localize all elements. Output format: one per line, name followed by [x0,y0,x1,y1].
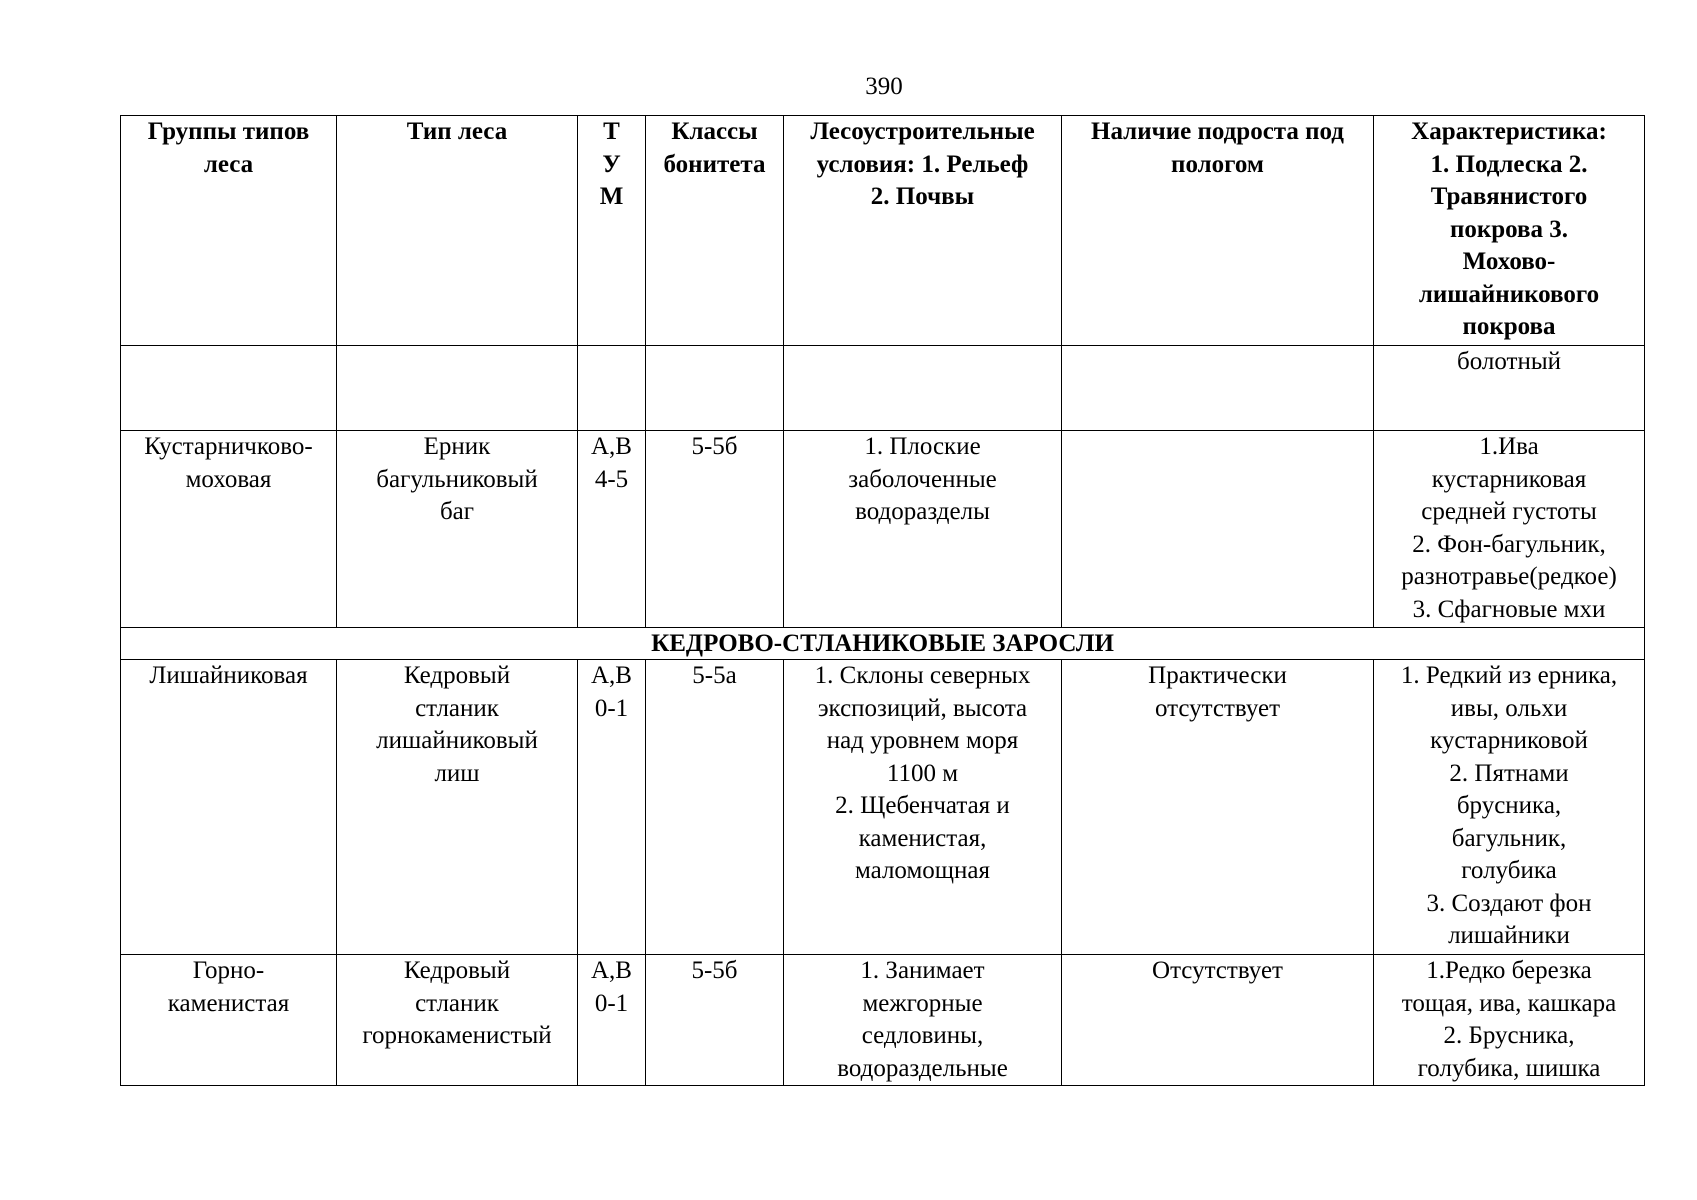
header-tum: Т У М [578,116,646,346]
table-row [121,431,1645,628]
header-conditions: Лесоустроительные условия: 1. Рельеф 2. Почвы [784,116,1062,346]
cell-undergrowth: Отсутствует [1062,955,1374,1086]
cell-characteristic: 1.Редко березка тощая, ива, кашкара 2. Брусника, голубика, шишка [1374,955,1645,1086]
cell-tum: А,В 0-1 [578,955,646,1086]
cell-group [121,346,337,431]
cell-undergrowth: Практически отсутствует [1062,660,1374,955]
cell-characteristic: 1. Редкий из ерника, ивы, ольхи кустарниковой 2. Пятнами брусника, багульник, голубика 3. Создают фон лишайники [1374,660,1645,955]
cell-conditions: 1. Занимает межгорные седловины, водораздельные [784,955,1062,1086]
cell-characteristic: 1.Ива кустарниковая средней густоты 2. Фон-багульник, разнотравье(редкое) 3. Сфагновые мхи [1374,431,1645,628]
cell-bonitet [646,346,784,431]
page-number: 390 [865,73,903,100]
cell-conditions [784,346,1062,431]
cell-group: Кустарничково- моховая [121,431,337,628]
table-row [121,660,1645,955]
cell-conditions: 1. Плоские заболоченные водоразделы [784,431,1062,628]
cell-characteristic: болотный [1374,346,1645,431]
cell-group: Лишайниковая [121,660,337,955]
section-header-row [121,628,1645,660]
section-title: КЕДРОВО-СТЛАНИКОВЫЕ ЗАРОСЛИ [121,628,1645,660]
header-undergrowth: Наличие подроста под пологом [1062,116,1374,346]
header-group: Группы типов леса [121,116,337,346]
table-row [121,346,1645,431]
cell-bonitet: 5-5а [646,660,784,955]
cell-tum [578,346,646,431]
header-bonitet: Классы бонитета [646,116,784,346]
cell-tum: А,В 0-1 [578,660,646,955]
cell-tum: А,В 4-5 [578,431,646,628]
cell-type: Кедровый стланик лишайниковый лиш [337,660,578,955]
table-header-row [121,116,1645,346]
cell-type [337,346,578,431]
cell-conditions: 1. Склоны северных экспозиций, высота над уровнем моря 1100 м 2. Щебенчатая и каменистая, маломощная [784,660,1062,955]
header-characteristic: Характеристика: 1. Подлеска 2. Травянистого покрова 3. Мохово- лишайникового покрова [1374,116,1645,346]
cell-bonitet: 5-5б [646,955,784,1086]
cell-undergrowth [1062,346,1374,431]
cell-group: Горно- каменистая [121,955,337,1086]
table-row [121,955,1645,1086]
cell-type: Кедровый стланик горнокаменистый [337,955,578,1086]
cell-undergrowth [1062,431,1374,628]
forest-types-table [120,115,1645,1086]
cell-bonitet: 5-5б [646,431,784,628]
header-type: Тип леса [337,116,578,346]
cell-type: Ерник багульниковый баг [337,431,578,628]
